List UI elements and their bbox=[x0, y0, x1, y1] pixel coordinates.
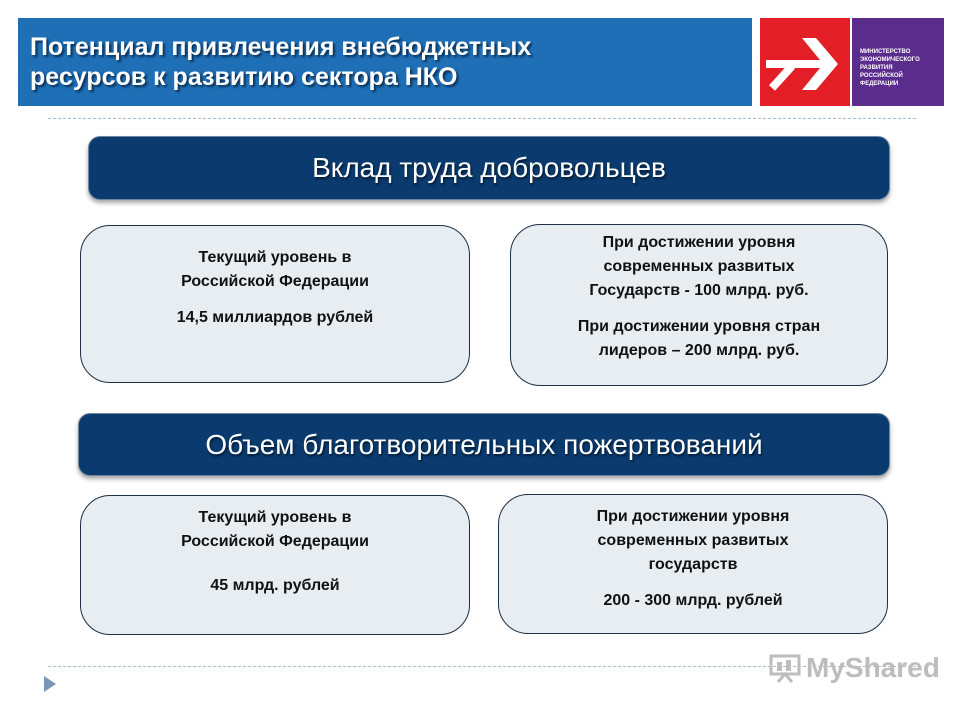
divider-top bbox=[48, 118, 916, 119]
volunteer-current-value: 14,5 миллиардов рублей bbox=[176, 309, 374, 326]
slide-title bbox=[30, 32, 730, 92]
bullet-arrow-icon bbox=[44, 676, 56, 692]
volunteer-target-box bbox=[510, 224, 888, 386]
volunteer-target-line-1: При достижении уровня bbox=[602, 234, 796, 251]
volunteer-target-line-4: При достижении уровня стран bbox=[577, 318, 821, 335]
volunteer-target-line-3: Государств - 100 млрд. руб. bbox=[589, 282, 809, 299]
volunteer-target-line-5: лидеров – 200 млрд. руб. bbox=[598, 342, 800, 359]
watermark-text: MyShared bbox=[806, 652, 940, 683]
donations-target-line-3: государств bbox=[648, 556, 738, 573]
volunteer-current-line-1: Текущий уровень в bbox=[198, 249, 352, 266]
watermark bbox=[768, 652, 940, 684]
ministry-name-logo bbox=[852, 18, 944, 106]
donations-current-box bbox=[80, 495, 470, 635]
ministry-line-4: РОССИЙСКОЙ bbox=[860, 73, 903, 79]
ministry-name bbox=[860, 48, 940, 88]
donations-target-box bbox=[498, 494, 888, 634]
title-line-2: ресурсов к развитию сектора НКО bbox=[30, 63, 458, 91]
ministry-line-5: ФЕДЕРАЦИИ bbox=[860, 81, 899, 87]
ministry-line-3: РАЗВИТИЯ bbox=[860, 65, 893, 71]
arrow-logo-icon bbox=[760, 18, 850, 106]
donations-current-value: 45 млрд. рублей bbox=[210, 577, 340, 594]
volunteer-target-line-2: современных развитых bbox=[603, 258, 795, 275]
title-bar bbox=[18, 18, 752, 106]
ministry-arrow-logo bbox=[760, 18, 850, 106]
donations-current-line-1: Текущий уровень в bbox=[198, 509, 352, 526]
donations-target-line-1: При достижении уровня bbox=[596, 508, 790, 525]
ministry-line-1: МИНИСТЕРСТВО bbox=[860, 49, 911, 55]
section-donations-title: Объем благотворительных пожертвований bbox=[78, 413, 890, 476]
donations-target-line-2: современных развитых bbox=[597, 532, 789, 549]
title-line-1: Потенциал привлечения внебюджетных bbox=[30, 33, 532, 61]
ministry-line-2: ЭКОНОМИЧЕСКОГО bbox=[860, 57, 920, 63]
volunteer-current-box bbox=[80, 225, 470, 383]
presentation-board-icon bbox=[768, 653, 802, 683]
volunteer-current-line-2: Российской Федерации bbox=[181, 273, 369, 290]
donations-target-value: 200 - 300 млрд. рублей bbox=[603, 592, 783, 609]
section-volunteer-title: Вклад труда добровольцев bbox=[88, 136, 890, 200]
donations-current-line-2: Российской Федерации bbox=[181, 533, 369, 550]
